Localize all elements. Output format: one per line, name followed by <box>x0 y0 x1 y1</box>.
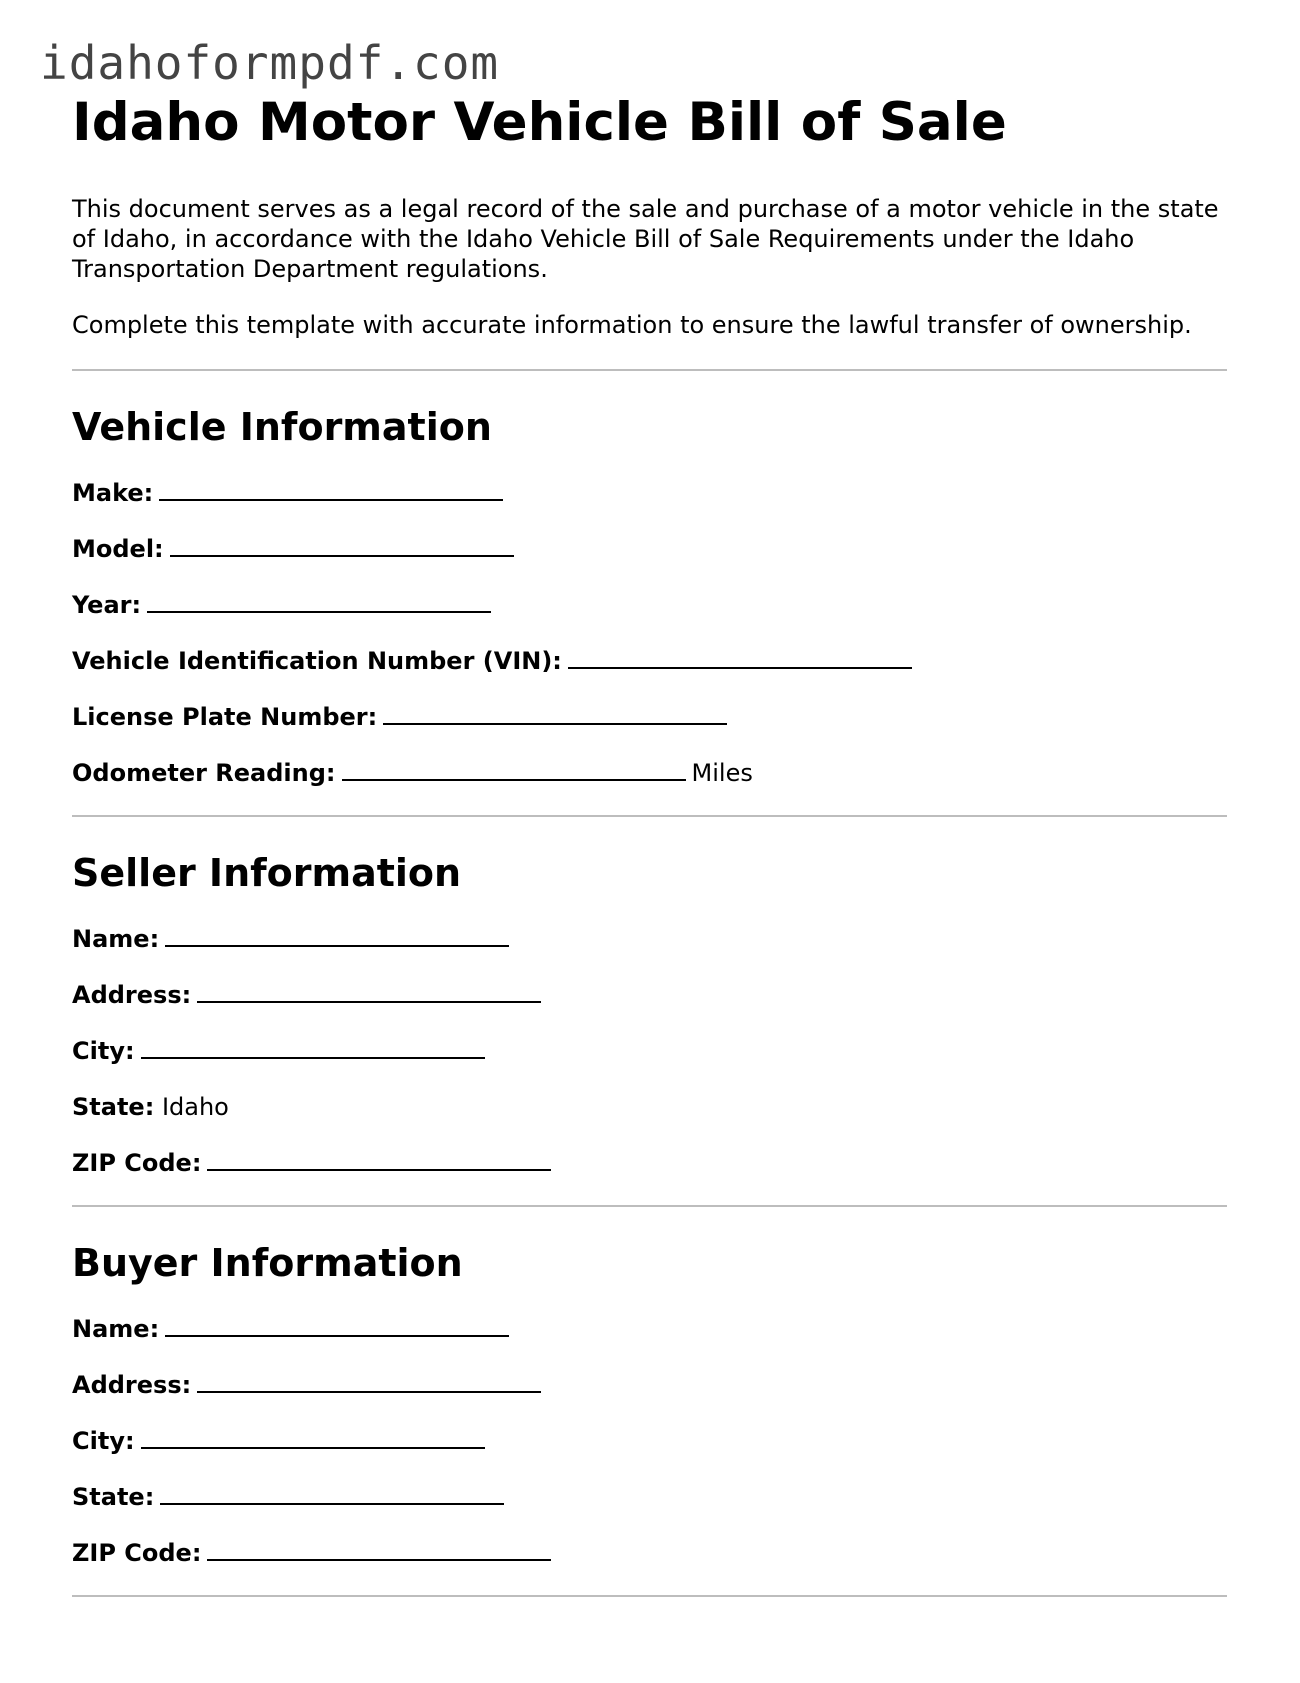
buyer-city-field <box>72 1425 1227 1457</box>
buyer-state-label: State: <box>72 1483 155 1511</box>
vehicle-model-field <box>72 533 1227 565</box>
intro-paragraph-instructions: Complete this template with accurate information to ensure the lawful transfer of ownership. <box>72 311 1192 339</box>
vehicle-information-section <box>72 405 1227 789</box>
seller-city-blank[interactable] <box>141 1035 485 1059</box>
vehicle-make-label: Make: <box>72 479 154 507</box>
section-divider <box>72 815 1227 817</box>
section-divider <box>72 1595 1227 1597</box>
license-plate-field <box>72 701 1227 733</box>
seller-name-field <box>72 923 1227 955</box>
section-divider <box>72 369 1227 371</box>
vehicle-information-heading: Vehicle Information <box>72 405 492 449</box>
vehicle-make-blank[interactable] <box>159 477 503 501</box>
buyer-state-field <box>72 1481 1227 1513</box>
seller-name-blank[interactable] <box>165 923 509 947</box>
bill-of-sale-document <box>72 88 1227 1597</box>
odometer-label: Odometer Reading: <box>72 759 336 787</box>
seller-address-field <box>72 979 1227 1011</box>
vehicle-year-blank[interactable] <box>147 589 491 613</box>
vehicle-vin-field <box>72 645 1227 677</box>
seller-state-value: Idaho <box>161 1093 229 1121</box>
buyer-information-section <box>72 1241 1227 1569</box>
vehicle-year-label: Year: <box>72 591 142 619</box>
vehicle-vin-label: Vehicle Identification Number (VIN): <box>72 647 562 675</box>
vehicle-vin-blank[interactable] <box>568 645 912 669</box>
buyer-information-heading: Buyer Information <box>72 1241 463 1285</box>
seller-zip-blank[interactable] <box>207 1147 551 1171</box>
seller-city-field <box>72 1035 1227 1067</box>
vehicle-year-field <box>72 589 1227 621</box>
buyer-name-blank[interactable] <box>165 1313 509 1337</box>
seller-zip-label: ZIP Code: <box>72 1149 202 1177</box>
buyer-name-field <box>72 1313 1227 1345</box>
seller-state-field <box>72 1091 1227 1123</box>
odometer-blank[interactable] <box>342 757 686 781</box>
buyer-city-blank[interactable] <box>141 1425 485 1449</box>
buyer-zip-field <box>72 1537 1227 1569</box>
seller-name-label: Name: <box>72 925 160 953</box>
vehicle-model-label: Model: <box>72 535 164 563</box>
odometer-unit: Miles <box>691 759 753 787</box>
vehicle-make-field <box>72 477 1227 509</box>
buyer-city-label: City: <box>72 1427 135 1455</box>
seller-information-heading: Seller Information <box>72 851 462 895</box>
intro-paragraph-legal: This document serves as a legal record of the sale and purchase of a motor vehicle in the state of Idaho, in accordance with the Idaho Vehicle Bill of Sale Requirements under the Idaho Transportation Department regulations. <box>72 195 1219 283</box>
site-watermark: idahoformpdf.com <box>40 36 500 90</box>
buyer-zip-blank[interactable] <box>207 1537 551 1561</box>
seller-state-label: State: <box>72 1093 155 1121</box>
buyer-address-field <box>72 1369 1227 1401</box>
seller-information-section <box>72 851 1227 1179</box>
odometer-field <box>72 757 1227 789</box>
seller-address-label: Address: <box>72 981 192 1009</box>
buyer-address-blank[interactable] <box>197 1369 541 1393</box>
seller-address-blank[interactable] <box>197 979 541 1003</box>
buyer-state-blank[interactable] <box>160 1481 504 1505</box>
section-divider <box>72 1205 1227 1207</box>
document-title: Idaho Motor Vehicle Bill of Sale <box>72 92 1007 153</box>
buyer-name-label: Name: <box>72 1315 160 1343</box>
buyer-address-label: Address: <box>72 1371 192 1399</box>
license-plate-blank[interactable] <box>383 701 727 725</box>
seller-city-label: City: <box>72 1037 135 1065</box>
license-plate-label: License Plate Number: <box>72 703 378 731</box>
seller-zip-field <box>72 1147 1227 1179</box>
buyer-zip-label: ZIP Code: <box>72 1539 202 1567</box>
vehicle-model-blank[interactable] <box>170 533 514 557</box>
